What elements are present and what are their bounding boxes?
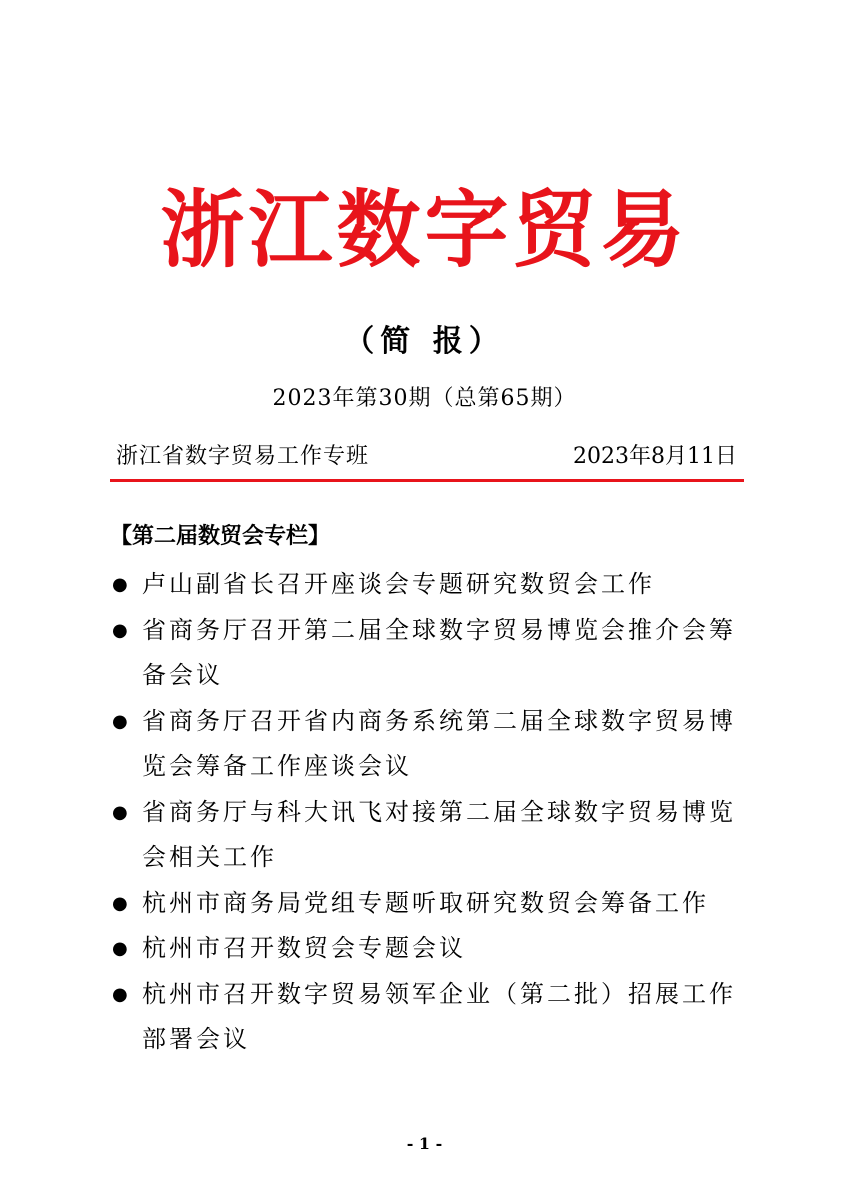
- list-item: ● 卢山副省长召开座谈会专题研究数贸会工作: [110, 562, 750, 608]
- list-item: ● 杭州市召开数贸会专题会议: [110, 926, 750, 972]
- contents-list: [110, 562, 750, 1063]
- list-item: ● 省商务厅与科大讯飞对接第二届全球数字贸易博览会相关工作: [110, 790, 750, 881]
- document-type: （简 报）: [344, 324, 505, 359]
- red-divider: [110, 479, 744, 482]
- page-number: - 1 -: [406, 1134, 443, 1153]
- issue-date: 2023年8月11日: [573, 444, 737, 469]
- list-item: ● 省商务厅召开省内商务系统第二届全球数字贸易博览会筹备工作座谈会议: [110, 699, 750, 790]
- masthead-title: 浙江数字贸易: [160, 180, 689, 279]
- list-item: ● 省商务厅召开第二届全球数字贸易博览会推介会筹备会议: [110, 608, 750, 699]
- list-item: ● 杭州市商务局党组专题听取研究数贸会筹备工作: [110, 881, 750, 927]
- list-item: ● 杭州市召开数字贸易领军企业（第二批）招展工作部署会议: [110, 972, 750, 1063]
- issuing-department: 浙江省数字贸易工作专班: [116, 444, 370, 469]
- issue-number: 2023年第30期（总第65期）: [272, 386, 577, 411]
- section-title: 【第二届数贸会专栏】: [110, 524, 331, 549]
